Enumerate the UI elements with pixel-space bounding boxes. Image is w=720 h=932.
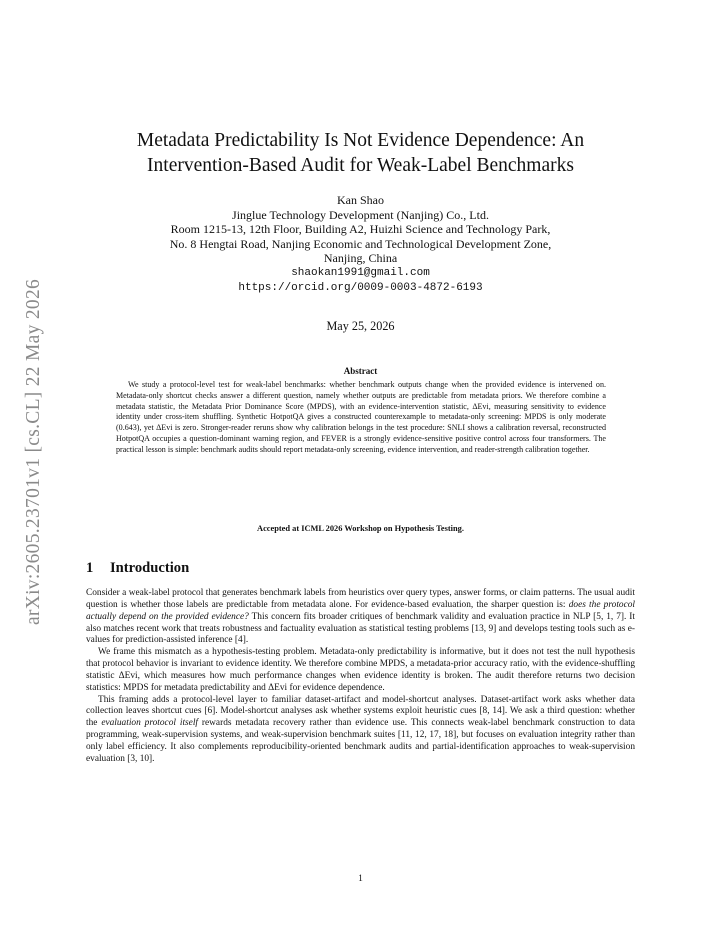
section-number: 1 <box>86 560 94 576</box>
title-line-1: Metadata Predictability Is Not Evidence Dependence: An <box>136 130 585 151</box>
paragraph <box>86 695 635 766</box>
affiliation-line: Room 1215-13, 12th Floor, Building A2, Huizhi Science and Technology Park, <box>170 222 551 237</box>
emphasis-text: does the protocol actually depend on the provided evidence? <box>86 599 636 622</box>
section-heading <box>86 560 189 577</box>
arxiv-stamp <box>14 258 54 646</box>
affiliation-line: No. 8 Hengtai Road, Nanjing Economic and Technological Development Zone, <box>169 236 552 251</box>
author-block <box>86 193 635 295</box>
paper-title <box>86 128 635 178</box>
author-orcid-link[interactable]: https://orcid.org/0009-0003-4872-6193 <box>238 281 483 294</box>
paragraph <box>86 588 635 647</box>
section-title: Introduction <box>110 560 190 576</box>
paper-date: May 25, 2026 <box>326 319 395 333</box>
paragraph-text: Consider a weak-label protocol that generates benchmark labels from heuristics over query types, answer forms, or claim patterns. The usual audit question is whether those labels are predictable from metadata alone. For evidence-based evaluation, the sharper question is: <box>86 588 635 610</box>
arxiv-identifier: arXiv:2605.23701v1 [cs.CL] 22 May 2026 <box>23 278 45 626</box>
paragraph-text: This concern fits broader critiques of benchmark validity and evaluation practice in NLP [5, 1, 7]. It also matches recent work that treats robustness and factuality evaluation as statistical testing problems [13, 9] and develops testing tools such as e-values for prediction-assisted inference [4]. <box>86 611 635 646</box>
introduction-body <box>86 588 635 766</box>
abstract-text: We study a protocol-level test for weak-label benchmarks: whether benchmark outputs change when the provided evidence is intervened on. Metadata-only shortcut checks answer a different question, namely whether outputs are predictable from metadata priors. We therefore combine a metadata statistic, the Metadata Prior Dominance Score (MPDS), with an evidence-intervention statistic, ΔEvi, measuring sensitivity to evidence identity under cross-item shuffling. Synthetic HotpotQA gives a constructed counterexample to metadata-only screening: MPDS is only moderate (0.643), yet ΔEvi is zero. Stronger-reader reruns show why calibration belongs in the test procedure: SNLI shows a calibration reversal, reconstructed HotpotQA occupies a question-dominant warning region, and FEVER is a strongly evidence-sensitive positive control across four transformers. The practical lesson is simple: benchmark audits should report metadata-only screening, evidence intervention, and reader-strength calibration together. <box>116 380 606 454</box>
affiliation-line: Nanjing, China <box>323 251 398 266</box>
acceptance-note: Accepted at ICML 2026 Workshop on Hypothesis Testing. <box>257 524 464 533</box>
affiliation-line: Jinglue Technology Development (Nanjing) Co., Ltd. <box>232 207 489 222</box>
author-name: Kan Shao <box>337 193 384 207</box>
paragraph: We frame this mismatch as a hypothesis-testing problem. Metadata-only predictability is informative, but it does not test the null hypothesis that protocol behavior is invariant to evidence identity. We therefore combine MPDS, a metadata-prior accuracy ratio, with the evidence-shuffling statistic ΔEvi, which measures how much performance changes when evidence identity is broken. The audit therefore returns two decision statistics: MPDS for metadata predictability and ΔEvi for evidence dependence. <box>86 647 635 693</box>
title-line-2: Intervention-Based Audit for Weak-Label Benchmarks <box>147 155 574 176</box>
author-email[interactable]: shaokan1991@gmail.com <box>291 266 430 279</box>
abstract-heading: Abstract <box>343 366 378 376</box>
paragraph-text: This framing adds a protocol-level layer to familiar dataset-artifact and model-shortcut analyses. Dataset-artifact work asks whether data collection leaves shortcut cues [6]. Model-shortcut analyses ask whether systems exploit heuristic cues [8, 14]. We ask a third question: whether the <box>86 694 635 729</box>
emphasis-text: evaluation protocol itself <box>101 718 199 729</box>
page-number: 1 <box>358 874 363 884</box>
paragraph-text: rewards metadata recovery rather than evidence use. This connects weak-label benchmark construction to data programming, weak-supervision systems, and weak-supervision benchmark suites [11, 12, 17, 18], but focuses on evaluation integrity rather than only label efficiency. It also complements reproducibility-oriented benchmark audits and partial-identification approaches to weak-supervision evaluation [3, 10]. <box>86 718 635 764</box>
